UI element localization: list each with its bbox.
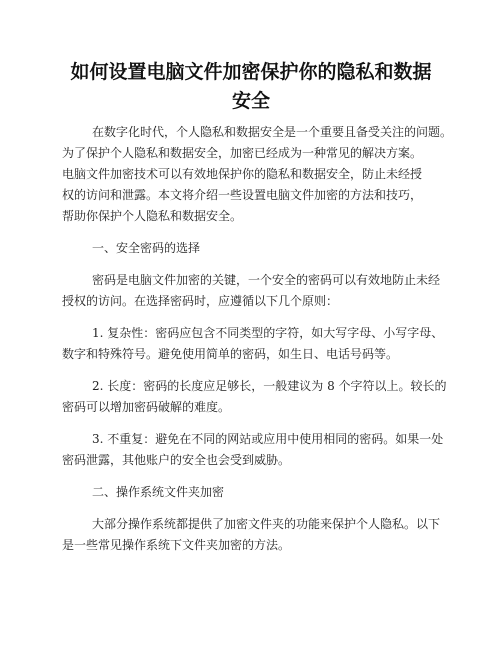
intro-line-4: 权的访问和泄露。本文将介绍一些设置电脑文件加密的方法和技巧， bbox=[62, 188, 423, 202]
section-1-heading: 一、安全密码的选择 bbox=[92, 241, 201, 255]
document-title-line-2: 安全 bbox=[231, 90, 270, 112]
intro-line-5: 帮助你保护个人隐私和数据安全。 bbox=[62, 209, 243, 223]
section-2-para-line-2: 是一些常见操作系统下文件夹加密的方法。 bbox=[62, 538, 291, 552]
intro-line-3: 电脑文件加密技术可以有效地保护你的隐私和数据安全，防止未经授 bbox=[62, 167, 423, 181]
intro-line-2: 为了保护个人隐私和数据安全，加密已经成为一种常见的解决方案。 bbox=[62, 146, 423, 160]
section-2-heading: 二、操作系统文件夹加密 bbox=[92, 485, 225, 499]
principle-3-line-2: 密码泄露，其他账户的安全也会受到威胁。 bbox=[62, 453, 291, 467]
intro-line-1: 在数字化时代，个人隐私和数据安全是一个重要且备受关注的问题。 bbox=[92, 125, 453, 139]
section-2-para-line-1: 大部分操作系统都提供了加密文件夹的功能来保护个人隐私。以下 bbox=[92, 517, 441, 531]
principle-2-line-1: 2. 长度：密码的长度应足够长，一般建议为 8 个字符以上。较长的 bbox=[92, 379, 447, 393]
principle-2-line-2: 密码可以增加密码破解的难度。 bbox=[62, 400, 231, 414]
document-title-line-1: 如何设置电脑文件加密保护你的隐私和数据 bbox=[70, 61, 432, 83]
section-1-para-line-2: 授权的访问。在选择密码时，应遵循以下几个原则： bbox=[62, 294, 339, 308]
principle-1-line-1: 1. 复杂性：密码应包含不同类型的字符，如大写字母、小写字母、 bbox=[92, 326, 444, 340]
principle-1-line-2: 数字和特殊符号。避免使用简单的密码，如生日、电话号码等。 bbox=[62, 347, 399, 361]
principle-3-line-1: 3. 不重复：避免在不同的网站或应用中使用相同的密码。如果一处 bbox=[92, 432, 444, 446]
section-1-para-line-1: 密码是电脑文件加密的关键，一个安全的密码可以有效地防止未经 bbox=[92, 273, 441, 287]
